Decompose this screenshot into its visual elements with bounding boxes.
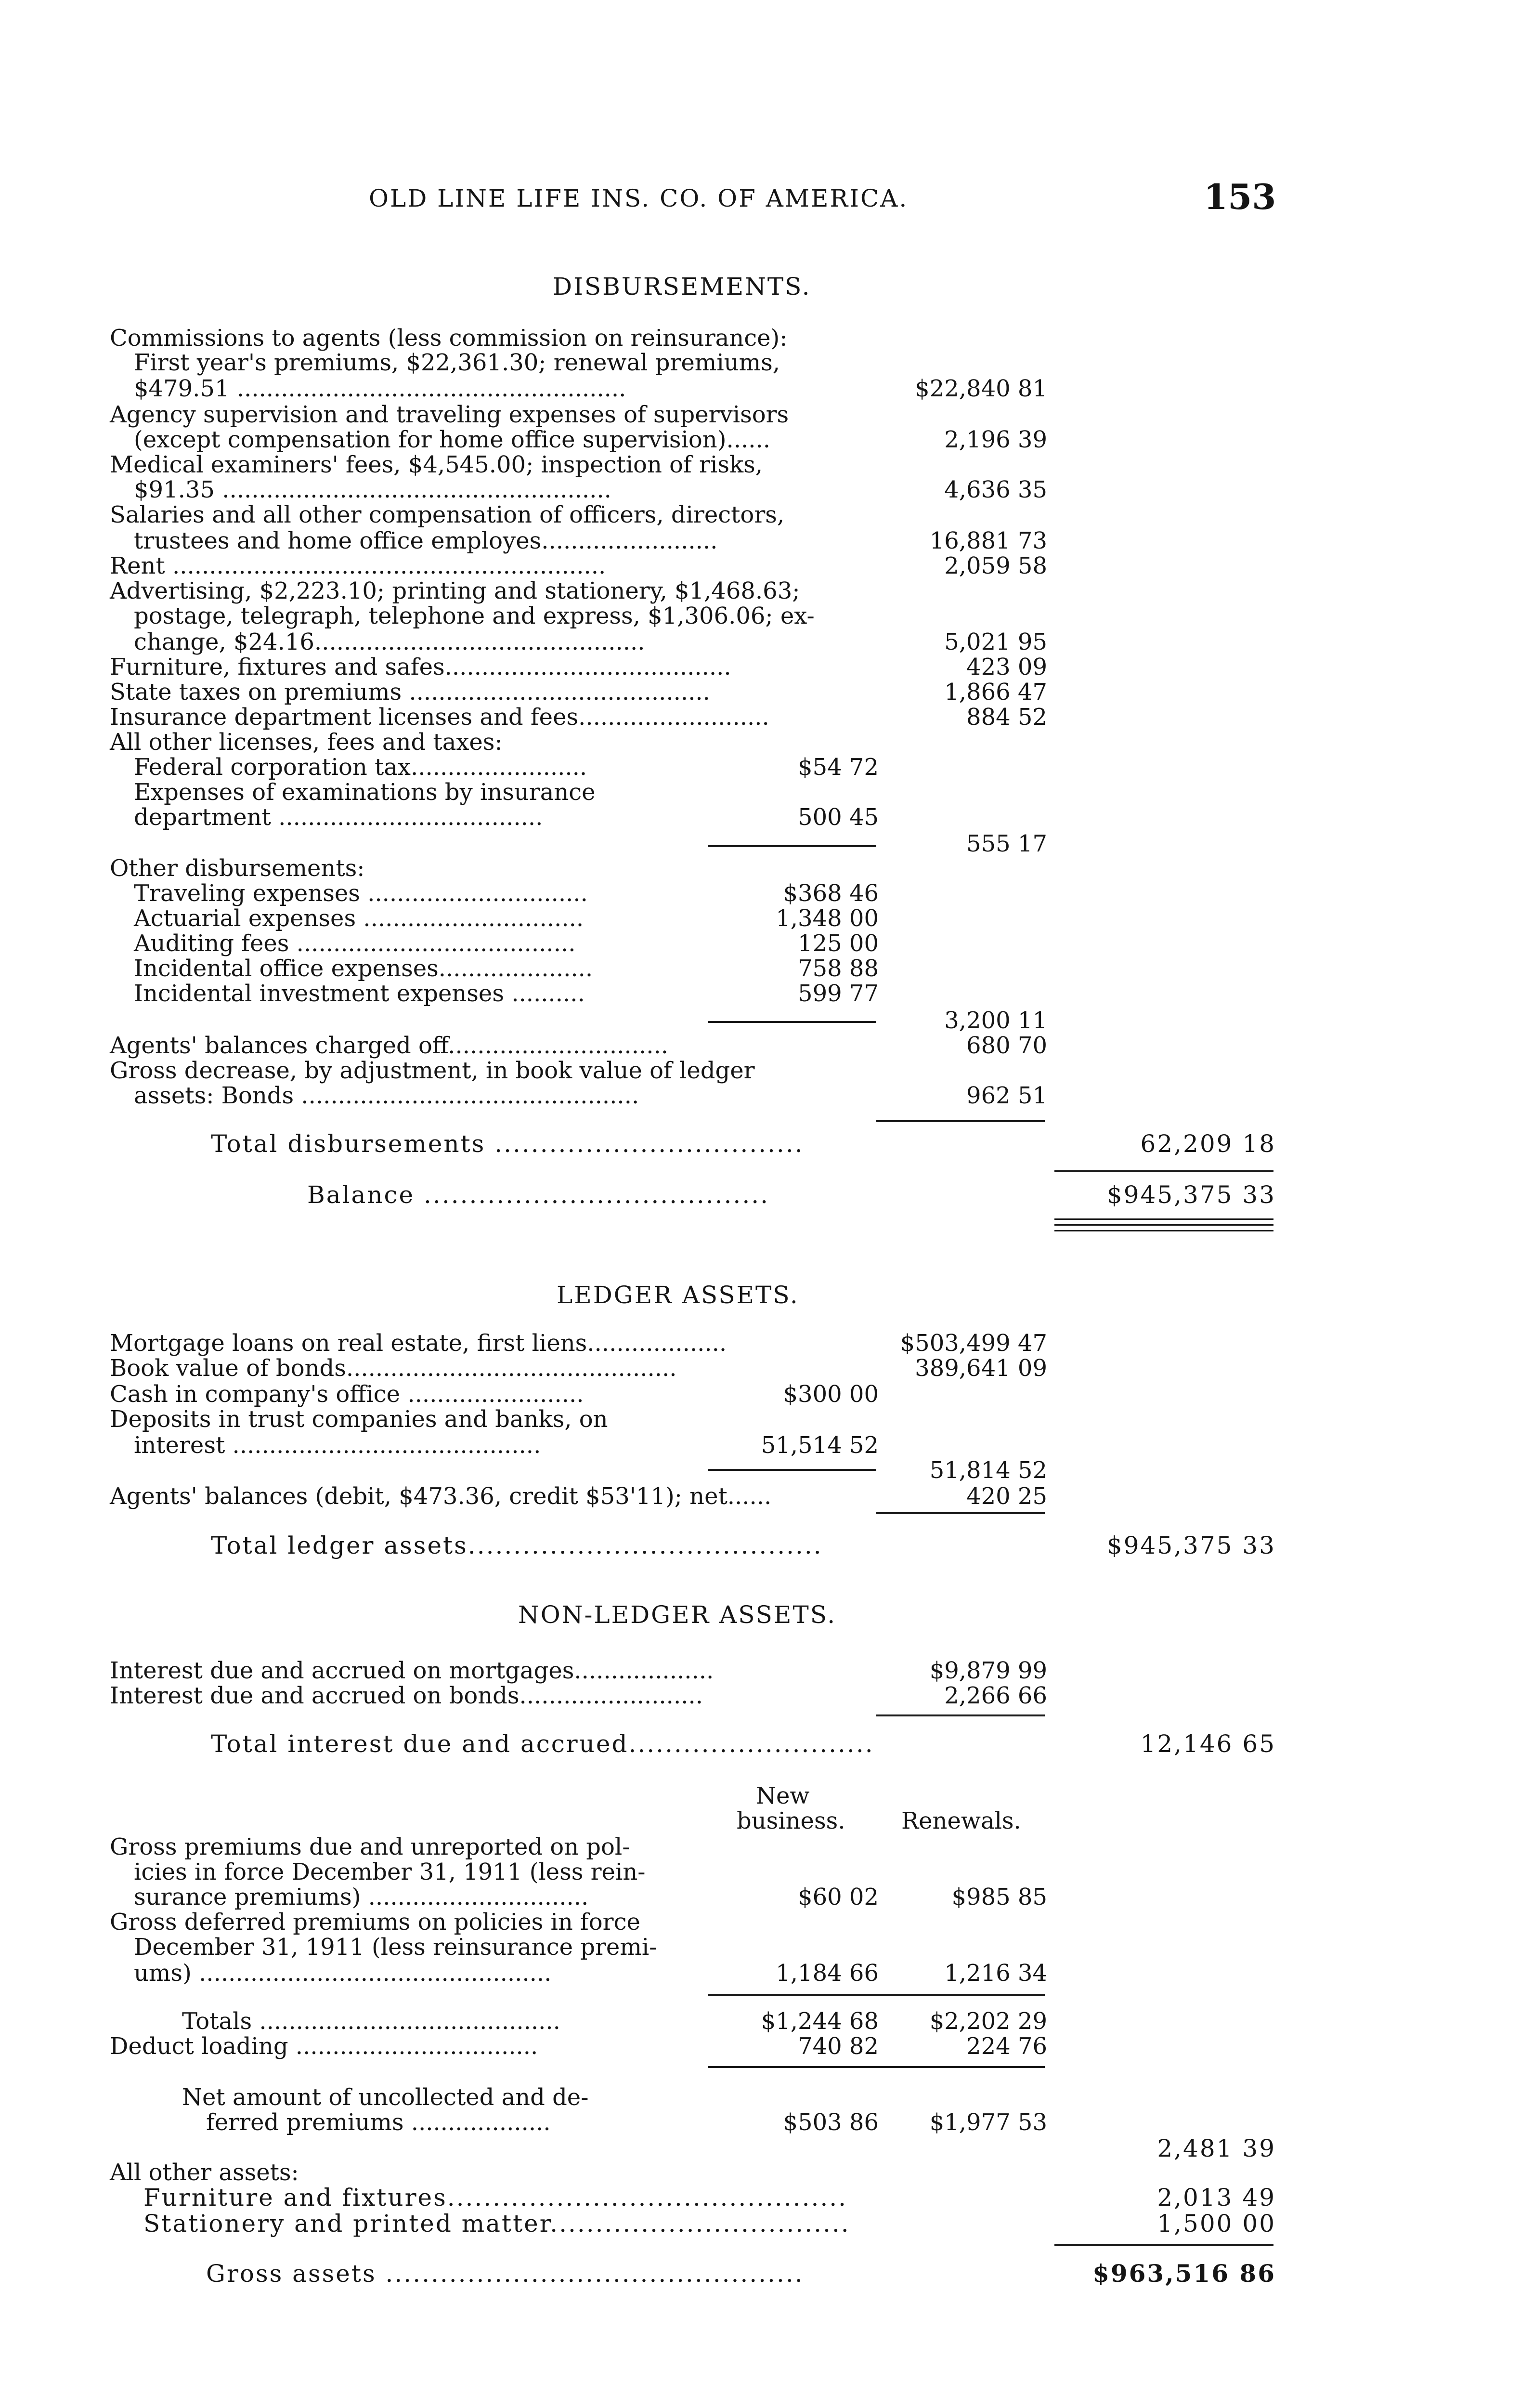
gross-due-new: $60 02 <box>798 1884 879 1911</box>
licenses-total: 555 17 <box>966 830 1047 857</box>
column-rule <box>876 2066 1045 2068</box>
line-item <box>0 350 1533 378</box>
line-item <box>0 477 1533 505</box>
line-item <box>0 679 1533 707</box>
line-item <box>0 1960 1533 1988</box>
insurance-dept-label: Insurance department licenses and fees.......................... <box>110 704 769 731</box>
furniture-fixtures-amount: 2,013 49 <box>1157 2184 1276 2212</box>
balance-label: Balance ...................................... <box>307 1181 769 1209</box>
furniture-fixtures-label: Furniture and fixtures............................................ <box>143 2184 848 2212</box>
commissions-line2: First year's premiums, $22,361.30; renewal premiums, <box>134 349 780 376</box>
actuarial-label: Actuarial expenses .............................. <box>134 905 584 932</box>
deferred-line2: December 31, 1911 (less reinsurance premi- <box>134 1934 657 1961</box>
incidental-office-label: Incidental office expenses..................... <box>134 955 593 982</box>
line-item <box>0 1483 1533 1511</box>
other-disbursements-total: 3,200 11 <box>944 1007 1047 1034</box>
line-item <box>0 1432 1533 1460</box>
gross-decrease-line2: assets: Bonds .............................................. <box>134 1082 639 1109</box>
totals-renewal: $2,202 29 <box>929 2008 1047 2035</box>
section-heading-ledger <box>0 1282 1533 1310</box>
line-item <box>0 1381 1533 1409</box>
line-item <box>0 2185 1533 2212</box>
double-rule-bottom <box>1054 1224 1273 1226</box>
section-heading-non-ledger <box>0 1602 1533 1630</box>
balance-row <box>0 1182 1533 1210</box>
double-rule-top <box>1054 1218 1273 1220</box>
line-item <box>0 1457 1533 1485</box>
balance-amount: $945,375 33 <box>1106 1181 1276 1209</box>
line-item <box>0 603 1533 631</box>
furniture-label: Furniture, fixtures and safes....................................... <box>110 654 731 681</box>
advertising-line1: Advertising, $2,223.10; printing and stationery, $1,468.63; <box>110 577 800 604</box>
column-rule <box>708 1994 876 1996</box>
header-title: OLD LINE LIFE INS. CO. OF AMERICA. <box>369 184 909 212</box>
incidental-investment-amount: 599 77 <box>798 980 879 1007</box>
total-disbursements-amount: 62,209 18 <box>1140 1130 1276 1158</box>
total-rule <box>1054 2244 1273 2246</box>
incidental-office-amount: 758 88 <box>798 955 879 982</box>
line-item <box>0 2211 1533 2238</box>
auditing-label: Auditing fees ...................................... <box>134 930 576 957</box>
other-assets-label: All other assets: <box>110 2159 299 2186</box>
line-item <box>0 402 1533 430</box>
column-header <box>0 1808 1533 1836</box>
mortgage-interest-amount: $9,879 99 <box>929 1657 1047 1684</box>
salaries-line2: trustees and home office employes........................ <box>134 527 718 554</box>
line-item <box>0 1683 1533 1711</box>
running-header <box>0 176 1533 217</box>
rent-amount: 2,059 58 <box>944 552 1047 579</box>
deposits-line2: interest .......................................... <box>134 1432 541 1459</box>
salaries-amount: 16,881 73 <box>929 527 1047 554</box>
gross-due-line3: surance premiums) .............................. <box>134 1884 589 1911</box>
line-item <box>0 729 1533 757</box>
line-item <box>0 629 1533 657</box>
bond-interest-amount: 2,266 66 <box>944 1682 1047 1709</box>
line-item <box>0 1934 1533 1962</box>
furniture-amount: 423 09 <box>966 654 1047 681</box>
line-item <box>0 1033 1533 1060</box>
column-rule <box>876 1714 1045 1716</box>
double-rule-extra <box>1054 1230 1273 1231</box>
agency-amount: 2,196 39 <box>944 426 1047 453</box>
column-rule <box>876 1994 1045 1996</box>
line-item <box>0 1909 1533 1937</box>
total-rule <box>1054 1170 1273 1172</box>
salaries-line1: Salaries and all other compensation of officers, directors, <box>110 501 785 528</box>
other-disbursements-label: Other disbursements: <box>110 855 365 882</box>
line-item <box>0 553 1533 581</box>
column-rule <box>876 1512 1045 1514</box>
disbursements-heading: DISBURSEMENTS. <box>553 273 811 301</box>
agents-balances-ledger-amount: 420 25 <box>966 1483 1047 1510</box>
totals-label: Totals ......................................... <box>182 2008 560 2035</box>
net-line1: Net amount of uncollected and de- <box>182 2084 589 2111</box>
exam-line1: Expenses of examinations by insurance <box>134 779 596 806</box>
rent-label: Rent ........................................................... <box>110 552 606 579</box>
total-row <box>0 1731 1533 1759</box>
agents-balances-amount: 680 70 <box>966 1032 1047 1059</box>
commissions-label: Commissions to agents (less commission on reinsurance): <box>110 325 788 352</box>
agents-balances-label: Agents' balances charged off.............................. <box>110 1032 668 1059</box>
net-total: 2,481 39 <box>1157 2134 1276 2162</box>
medical-amount: 4,636 35 <box>944 476 1047 503</box>
total-interest-amount: 12,146 65 <box>1140 1730 1276 1758</box>
line-item <box>0 981 1533 1008</box>
deferred-line1: Gross deferred premiums on policies in force <box>110 1909 640 1936</box>
medical-line2: $91.35 ..................................................... <box>134 476 611 503</box>
line-item <box>0 1355 1533 1383</box>
advertising-line3: change, $24.16............................................. <box>134 628 645 655</box>
net-new: $503 86 <box>783 2109 879 2136</box>
gross-decrease-line1: Gross decrease, by adjustment, in book value of ledger <box>110 1057 755 1084</box>
line-item <box>0 2033 1533 2061</box>
line-item <box>0 376 1533 404</box>
gross-decrease-amount: 962 51 <box>966 1082 1047 1109</box>
agency-line1: Agency supervision and traveling expenses of supervisors <box>110 401 789 428</box>
bond-interest-label: Interest due and accrued on bonds......................... <box>110 1682 703 1709</box>
incidental-investment-label: Incidental investment expenses .......... <box>134 980 585 1007</box>
line-item <box>0 578 1533 606</box>
gross-due-line1: Gross premiums due and unreported on pol- <box>110 1833 630 1860</box>
net-line2: ferred premiums ................... <box>206 2109 551 2136</box>
deposits-line1: Deposits in trust companies and banks, on <box>110 1406 608 1433</box>
net-renewal: $1,977 53 <box>929 2109 1047 2136</box>
ledger-heading: LEDGER ASSETS. <box>557 1281 799 1309</box>
line-item <box>0 1008 1533 1035</box>
total-row <box>0 1131 1533 1159</box>
commissions-line3: $479.51 ..................................................... <box>134 375 626 402</box>
mortgage-loans-label: Mortgage loans on real estate, first liens................... <box>110 1330 727 1357</box>
advertising-amount: 5,021 95 <box>944 628 1047 655</box>
exam-line2: department .................................... <box>134 804 543 831</box>
gross-due-renewal: $985 85 <box>951 1884 1047 1911</box>
stationery-label: Stationery and printed matter................................. <box>143 2210 850 2238</box>
line-item <box>0 880 1533 908</box>
bonds-label: Book value of bonds............................................. <box>110 1355 677 1382</box>
state-taxes-amount: 1,866 47 <box>944 679 1047 706</box>
line-item <box>0 1058 1533 1086</box>
loading-new: 740 82 <box>798 2033 879 2060</box>
line-item <box>0 930 1533 958</box>
agency-line2: (except compensation for home office supervision)...... <box>134 426 770 453</box>
loading-label: Deduct loading ................................. <box>110 2033 538 2060</box>
column-rule <box>708 2066 876 2068</box>
total-row <box>0 2261 1533 2289</box>
col-new-line1: New <box>756 1782 810 1809</box>
deposits-amount: 51,514 52 <box>761 1432 879 1459</box>
commissions-amount: $22,840 81 <box>915 375 1047 402</box>
col-new-line2: business. <box>737 1807 845 1834</box>
line-item <box>0 1330 1533 1358</box>
federal-tax-label: Federal corporation tax........................ <box>134 754 587 781</box>
line-item <box>0 1834 1533 1862</box>
cash-total: 51,814 52 <box>929 1457 1047 1484</box>
line-item <box>0 654 1533 682</box>
mortgage-loans-amount: $503,499 47 <box>900 1330 1047 1357</box>
actuarial-amount: 1,348 00 <box>776 905 879 932</box>
gross-assets-label: Gross assets .............................................. <box>206 2260 804 2288</box>
line-item <box>0 804 1533 832</box>
total-ledger-amount: $945,375 33 <box>1106 1531 1276 1559</box>
cash-label: Cash in company's office ........................ <box>110 1381 584 1408</box>
line-item <box>0 1658 1533 1686</box>
column-header <box>0 1783 1533 1811</box>
totals-new: $1,244 68 <box>761 2008 879 2035</box>
line-item <box>0 779 1533 807</box>
line-item <box>0 754 1533 782</box>
exam-amount: 500 45 <box>798 804 879 831</box>
line-item <box>0 2084 1533 2112</box>
medical-line1: Medical examiners' fees, $4,545.00; inspection of risks, <box>110 451 763 478</box>
insurance-dept-amount: 884 52 <box>966 704 1047 731</box>
col-renewals: Renewals. <box>901 1807 1021 1834</box>
page-number: 153 <box>1204 176 1276 217</box>
line-item <box>0 955 1533 983</box>
line-item <box>0 502 1533 530</box>
deferred-renewal: 1,216 34 <box>944 1960 1047 1987</box>
line-item <box>0 855 1533 883</box>
column-rule <box>876 1120 1045 1122</box>
line-item <box>0 452 1533 480</box>
state-taxes-label: State taxes on premiums ......................................... <box>110 679 710 706</box>
auditing-amount: 125 00 <box>798 930 879 957</box>
line-item <box>0 905 1533 933</box>
line-item <box>0 1083 1533 1111</box>
other-licenses-label: All other licenses, fees and taxes: <box>110 729 503 756</box>
total-ledger-label: Total ledger assets....................................... <box>211 1531 823 1559</box>
line-item <box>0 528 1533 556</box>
line-item <box>0 2109 1533 2137</box>
gross-due-line2: icies in force December 31, 1911 (less rein- <box>134 1858 646 1885</box>
mortgage-interest-label: Interest due and accrued on mortgages................... <box>110 1657 714 1684</box>
line-item <box>0 1406 1533 1434</box>
loading-renewal: 224 76 <box>966 2033 1047 2060</box>
line-item <box>0 1884 1533 1912</box>
stationery-amount: 1,500 00 <box>1157 2210 1276 2238</box>
line-item <box>0 2008 1533 2036</box>
traveling-label: Traveling expenses .............................. <box>134 880 588 907</box>
line-item <box>0 1859 1533 1887</box>
advertising-line2: postage, telegraph, telephone and express, $1,306.06; ex- <box>134 602 815 629</box>
line-item <box>0 427 1533 455</box>
deferred-new: 1,184 66 <box>776 1960 879 1987</box>
total-interest-label: Total interest due and accrued........................... <box>211 1730 874 1758</box>
federal-tax-amount: $54 72 <box>798 754 879 781</box>
total-disbursements-label: Total disbursements .................................. <box>211 1130 804 1158</box>
bonds-amount: 389,641 09 <box>915 1355 1047 1382</box>
line-item <box>0 704 1533 732</box>
deferred-line3: ums) ................................................ <box>134 1960 552 1987</box>
traveling-amount: $368 46 <box>783 880 879 907</box>
total-row <box>0 1532 1533 1560</box>
cash-amount: $300 00 <box>783 1381 879 1408</box>
agents-balances-ledger-label: Agents' balances (debit, $473.36, credit $53'11); net...... <box>110 1483 772 1510</box>
section-heading-disbursements <box>0 274 1533 301</box>
gross-assets-amount: $963,516 86 <box>1092 2259 1276 2288</box>
non-ledger-heading: NON-LEDGER ASSETS. <box>518 1601 837 1629</box>
